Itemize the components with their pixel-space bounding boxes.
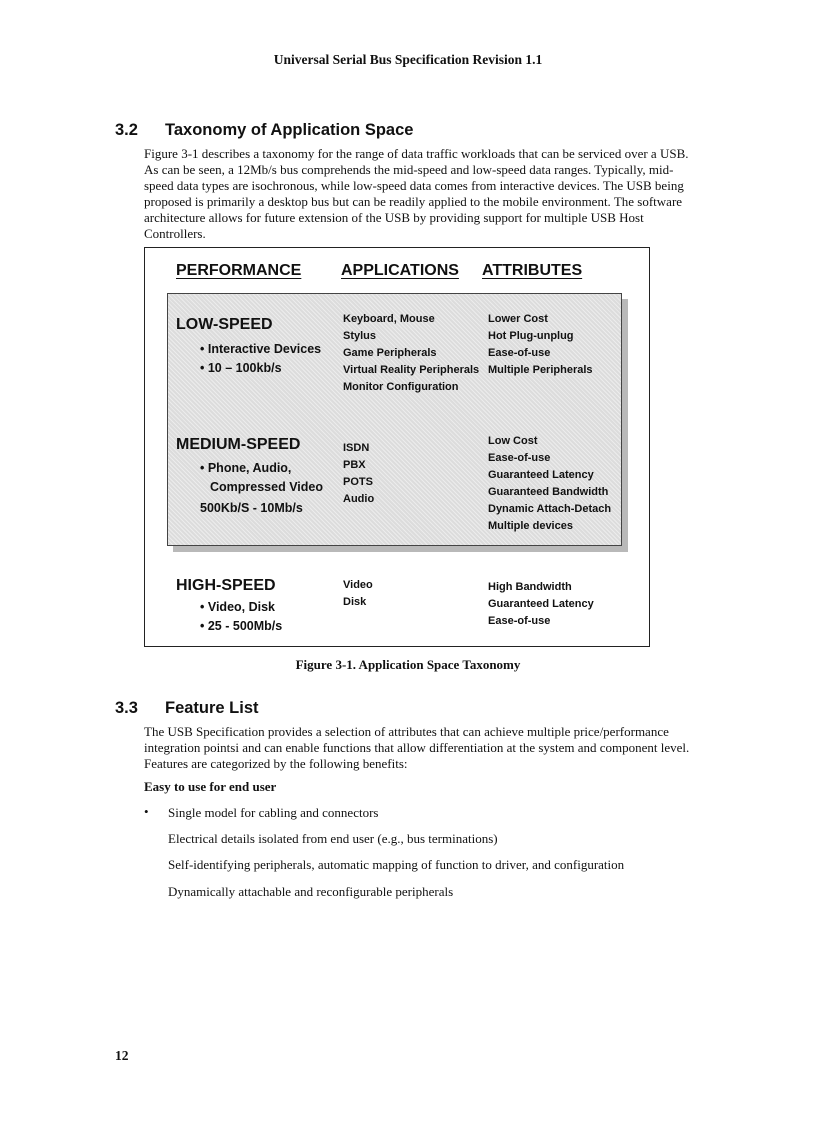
taxonomy-paragraph	[144, 146, 724, 242]
paragraph-line: Features are categorized by the following benefits:	[144, 756, 408, 771]
attribute-item: Guaranteed Latency	[488, 469, 594, 481]
feature-item: Self-identifying peripherals, automatic mapping of function to driver, and configuration	[168, 857, 625, 872]
high-speed-title: HIGH-SPEED	[176, 577, 276, 594]
attribute-item: Guaranteed Latency	[488, 598, 594, 610]
paragraph-line: The USB Specification provides a selection of attributes that can achieve multiple price/performance	[144, 724, 669, 739]
application-item: Virtual Reality Peripherals	[343, 364, 480, 376]
medium-speed-attributes	[488, 433, 611, 535]
application-item: Video	[343, 579, 373, 591]
paragraph-line: proposed is primarily a desktop bus but can be readily applied to the mobile environment. The software	[144, 194, 683, 209]
section-heading-3-2	[115, 121, 413, 140]
high-speed-bullets	[200, 598, 282, 636]
attribute-item: Dynamic Attach-Detach	[488, 503, 612, 515]
application-item: Disk	[343, 596, 367, 608]
paragraph-line: speed data types are isochronous, while low-speed data comes from interactive devices. The USB being	[144, 178, 684, 193]
attribute-item: Hot Plug-unplug	[488, 330, 574, 342]
section-number: 3.2	[115, 121, 138, 139]
high-speed-attributes	[488, 579, 594, 630]
paragraph-line: Figure 3-1 describes a taxonomy for the range of data traffic workloads that can be serviced over a USB.	[144, 146, 689, 161]
section-heading-3-3	[115, 699, 259, 718]
application-item: PBX	[343, 459, 366, 471]
application-item: Keyboard, Mouse	[343, 313, 435, 325]
bullet-item: • Interactive Devices	[200, 342, 322, 356]
application-item: Stylus	[343, 330, 377, 342]
running-header: Universal Serial Bus Specification Revision 1.1	[273, 52, 543, 67]
medium-speed-rate: 500Kb/S - 10Mb/s	[200, 501, 303, 515]
attribute-item: Multiple Peripherals	[488, 364, 593, 376]
bullet-item-continuation: Compressed Video	[210, 480, 324, 494]
attribute-item: Guaranteed Bandwidth	[488, 486, 609, 498]
attributes-column-header: ATTRIBUTES	[482, 262, 583, 279]
applications-column-header: APPLICATIONS	[341, 262, 459, 279]
medium-speed-applications	[343, 440, 374, 508]
attribute-item: Low Cost	[488, 435, 538, 447]
low-speed-bullets	[200, 340, 321, 378]
attribute-item: Ease-of-use	[488, 452, 551, 464]
paragraph-line: Controllers.	[144, 226, 206, 241]
bullet-item: • 10 – 100kb/s	[200, 361, 282, 375]
low-speed-attributes	[488, 311, 593, 379]
attribute-item: Lower Cost	[488, 313, 548, 325]
feature-list-paragraph	[144, 724, 744, 772]
application-item: ISDN	[343, 442, 370, 454]
bullet-dot: •	[144, 804, 149, 819]
bullet-item: • Phone, Audio,	[200, 461, 292, 475]
attribute-item: Ease-of-use	[488, 615, 551, 627]
application-item: Monitor Configuration	[343, 381, 459, 393]
section-number: 3.3	[115, 699, 138, 717]
attribute-item: Multiple devices	[488, 520, 573, 532]
medium-speed-bullets	[200, 459, 323, 497]
feature-item: Electrical details isolated from end user (e.g., bus terminations)	[168, 831, 498, 846]
attribute-item: Ease-of-use	[488, 347, 551, 359]
paragraph-line: integration pointsi and can enable functions that allow differentiation at the system and component level.	[144, 740, 690, 755]
paragraph-line: architecture allows for future extension of the USB by providing support for multiple USB Host	[144, 210, 644, 225]
high-speed-applications	[343, 577, 373, 611]
low-speed-title: LOW-SPEED	[176, 316, 273, 333]
application-item: Game Peripherals	[343, 347, 437, 359]
benefit-subheading: Easy to use for end user	[144, 779, 277, 794]
application-item: Audio	[343, 493, 375, 505]
application-item: POTS	[343, 476, 373, 488]
paragraph-line: As can be seen, a 12Mb/s bus comprehends the mid-speed and low-speed data ranges. Typically, mid-	[144, 162, 674, 177]
section-title: Feature List	[165, 699, 259, 717]
attribute-item: High Bandwidth	[488, 581, 572, 593]
bullet-item: • 25 - 500Mb/s	[200, 619, 283, 633]
bullet-item: • Video, Disk	[200, 600, 276, 614]
feature-item: Dynamically attachable and reconfigurable peripherals	[168, 884, 454, 899]
performance-column-header: PERFORMANCE	[176, 262, 302, 279]
low-speed-applications	[343, 311, 479, 396]
section-title: Taxonomy of Application Space	[165, 121, 414, 139]
page-number: 12	[115, 1048, 129, 1063]
medium-speed-title: MEDIUM-SPEED	[176, 436, 301, 453]
figure-caption: Figure 3-1. Application Space Taxonomy	[295, 657, 521, 672]
feature-item: Single model for cabling and connectors	[168, 805, 379, 820]
